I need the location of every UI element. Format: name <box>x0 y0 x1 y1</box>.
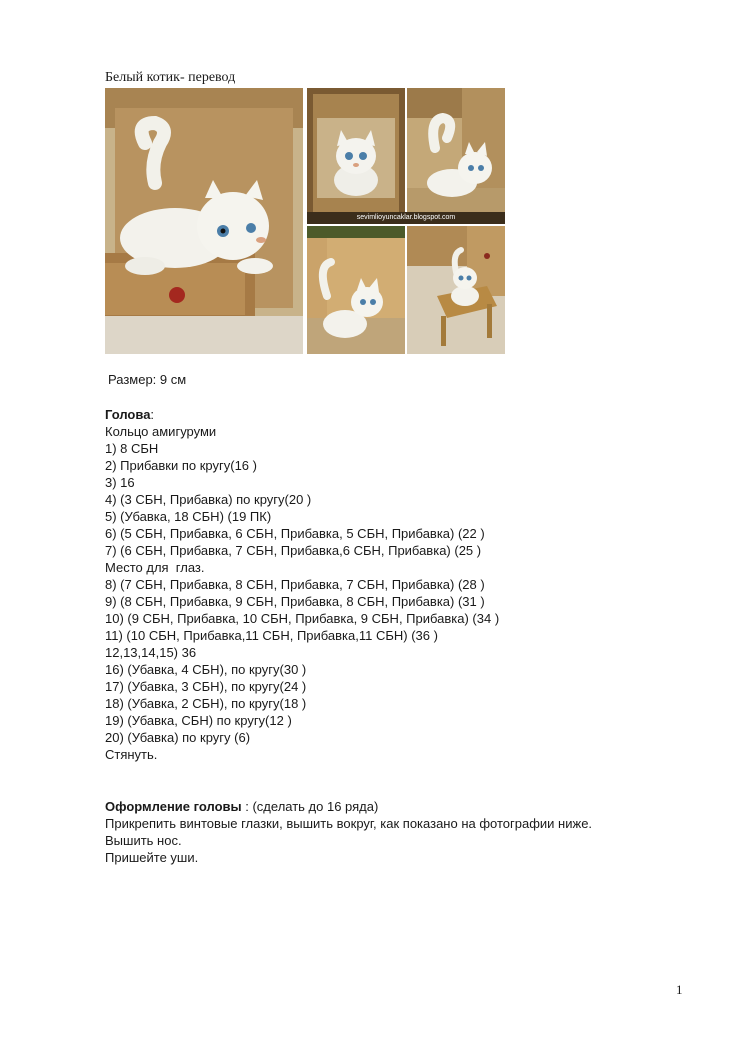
head-section <box>105 406 499 763</box>
main-cat-photo <box>105 88 303 354</box>
design-row: Пришейте уши. <box>105 850 199 865</box>
pattern-row: 11) (10 СБН, Прибавка,11 СБН, Прибавка,11 СБН) (36 ) <box>105 628 438 643</box>
pattern-row: 12,13,14,15) 36 <box>105 645 197 660</box>
design-section <box>105 798 592 866</box>
head-heading-line <box>105 406 499 423</box>
pattern-row: 10) (9 СБН, Прибавка, 10 СБН, Прибавка, 9 СБН, Прибавка) (34 ) <box>105 611 500 626</box>
pattern-row: 9) (8 СБН, Прибавка, 9 СБН, Прибавка, 8 СБН, Прибавка) (31 ) <box>105 594 485 609</box>
design-row: Прикрепить винтовые глазки, вышить вокруг, как показано на фотографии ниже. <box>105 816 593 831</box>
pattern-row: 1) 8 СБН <box>105 441 159 456</box>
size-line: Размер: 9 см <box>108 372 187 387</box>
pattern-row: 20) (Убавка) по кругу (6) <box>105 730 251 745</box>
pattern-row: 3) 16 <box>105 475 135 490</box>
photo-collage <box>105 88 505 354</box>
cat-face-photo <box>307 88 405 224</box>
design-row: Вышить нос. <box>105 833 182 848</box>
pattern-row: 18) (Убавка, 2 СБН), по кругу(18 ) <box>105 696 307 711</box>
design-heading-suffix: : (сделать до 16 ряда) <box>241 799 379 814</box>
head-heading: Голова <box>105 407 151 422</box>
pattern-row: 17) (Убавка, 3 СБН), по кругу(24 ) <box>105 679 307 694</box>
pattern-row: 4) (3 СБН, Прибавка) по кругу(20 ) <box>105 492 312 507</box>
pattern-row: Стянуть. <box>105 747 158 762</box>
document-title: Белый котик- перевод <box>105 70 236 85</box>
small-watermark-text: sevimlioyuncaklar.blogspot.com <box>356 214 456 221</box>
design-heading-line <box>105 798 592 815</box>
head-heading-suffix: : <box>150 407 155 422</box>
cat-lying-photo <box>407 88 505 224</box>
watermark-strip <box>307 212 505 224</box>
pattern-row: 7) (6 СБН, Прибавка, 7 СБН, Прибавка,6 СБН, Прибавка) (25 ) <box>105 543 482 558</box>
page-number: 1 <box>676 982 683 997</box>
pattern-row: 16) (Убавка, 4 СБН), по кругу(30 ) <box>105 662 307 677</box>
cat-chair-photo <box>407 226 505 354</box>
cat-sitting-photo <box>307 226 405 354</box>
pattern-row: 2) Прибавки по кругу(16 ) <box>105 458 257 473</box>
pattern-row: 19) (Убавка, СБН) по кругу(12 ) <box>105 713 292 728</box>
design-heading: Оформление головы <box>105 799 242 814</box>
pattern-row: Место для глаз. <box>105 560 205 575</box>
pattern-row: 5) (Убавка, 18 СБН) (19 ПК) <box>105 509 272 524</box>
pattern-row: 8) (7 СБН, Прибавка, 8 СБН, Прибавка, 7 СБН, Прибавка) (28 ) <box>105 577 485 592</box>
pattern-row: 6) (5 СБН, Прибавка, 6 СБН, Прибавка, 5 СБН, Прибавка) (22 ) <box>105 526 485 541</box>
vertical-watermark <box>285 88 303 354</box>
pattern-row: Кольцо амигуруми <box>105 424 217 439</box>
